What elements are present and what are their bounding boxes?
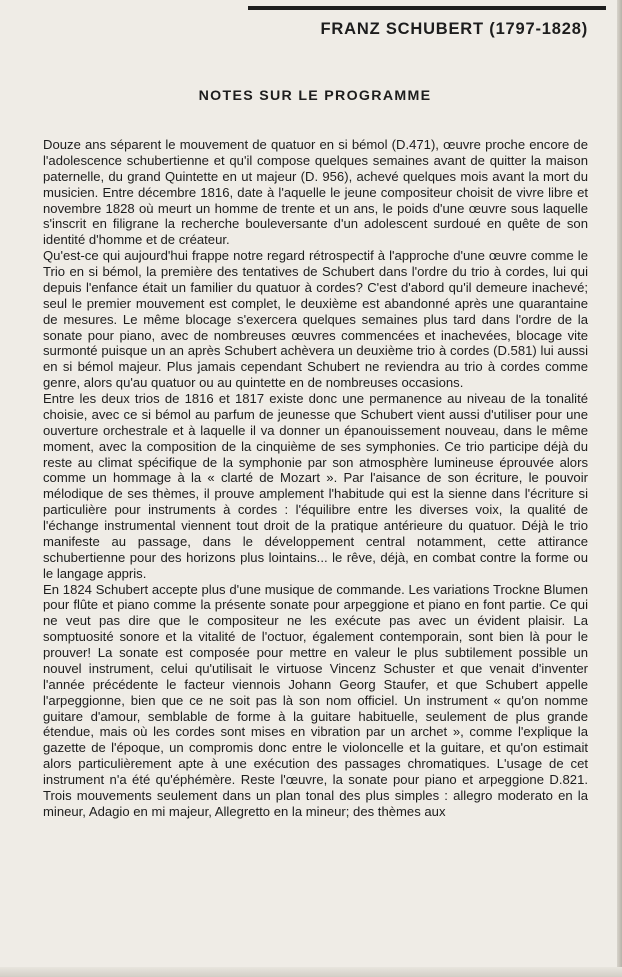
page-edge-right — [617, 0, 622, 977]
page-edge-bottom — [0, 967, 622, 977]
section-heading: NOTES SUR LE PROGRAMME — [198, 88, 432, 104]
composer-heading: FRANZ SCHUBERT (1797-1828) — [320, 20, 588, 38]
paragraph-4: En 1824 Schubert accepte plus d'une musique de commande. Les variations Trockne Blumen pour flûte et piano comme la présente sonate pour arpeggione et piano en font partie. Ce qui ne veut pas dire que le compositeur ne les exécute pas avec un évident plaisir. La somptuosité sonore et la vitalité de l'octuor, également contemporain, sont bien là pour le prouver! La sonate est composée pour mettre en valeur le plus subtilement possible un nouvel instrument, celui qu'utilisait le virtuose Vincenz Schuster et que venait d'inventer l'année précédente le facteur viennois Johann Georg Staufer, et que Schubert appelle l'arpeggionne, bien que ce ne soit pas là son nom officiel. Un instrument « qu'on nomme guitare d'amour, semblable de forme à la guitare habituelle, seulement de plus grande étendue, mais où les cordes sont mises en vibration par un archet », comme l'explique la gazette de l'époque, un compromis donc entre le violoncelle et la guitare, et qu'on estimait alors particulièrement apte à une exécution des passages chromatiques. L'usage de cet instrument n'a été qu'éphémère. Reste l'œuvre, la sonate pour piano et arpeggione D.821. Trois mouvements seulement dans un plan tonal des plus simples : allegro moderato en la mineur, Adagio en mi majeur, Allegretto en la mineur; des thèmes aux — [43, 581, 588, 819]
paragraph-1: Douze ans séparent le mouvement de quatuor en si bémol (D.471), œuvre proche encore de l'adolescence schubertienne et qu'il compose quelques semaines avant de quitter la maison paternelle, du grand Quintette en ut majeur (D. 956), achevé quelques mois avant la mort du musicien. Entre décembre 1816, date à l'aquelle le jeune compositeur choisit de vivre libre et novembre 1828 où meurt un homme de trente et un ans, le poids d'une œuvre sous laquelle s'inscrit en filigrane la recherche bouleversante d'un adolescent surdoué en quête de son identité d'homme et de créateur. — [43, 137, 588, 248]
paragraph-2: Qu'est-ce qui aujourd'hui frappe notre regard rétrospectif à l'approche d'une œuvre comme le Trio en si bémol, la première des tentatives de Schubert dans l'ordre du trio à cordes, lui qui depuis l'enfance était un familier du quatuor à cordes? C'est d'abord qu'il demeure inachevé; seul le premier mouvement est complet, le deuxième est abandonné après une quarantaine de mesures. Le même blocage s'exercera quelques semaines plus tard dans l'ordre de la sonate pour piano, avec de nombreuses œuvres commencées et inachevées, blocage vite surmonté puisque un an après Schubert achèvera un deuxième trio à cordes (D.581) lui aussi en si bémol majeur. Plus jamais cependant Schubert ne reviendra au trio à cordes comme genre, alors qu'au quatuor ou au quintette en de nombreuses occasions. — [43, 248, 588, 391]
paragraph-3: Entre les deux trios de 1816 et 1817 existe donc une permanence au niveau de la tonalité choisie, avec ce si bémol au parfum de jeunesse que Schubert vient aussi d'utiliser pour une ouverture orchestrale et à laquelle il va donner un épanouissement nouveau, dans le même moment, avec la composition de la cinquième de ses symphonies. Ce trio participe déjà du reste au climat spécifique de la symphonie par son atmosphère lumineuse éprouvée alors comme un hommage à la « clarté de Mozart ». Par l'aisance de son écriture, le pouvoir mélodique de ses thèmes, il prouve amplement l'habitude qui est la sienne dans l'écriture si particulière pour instruments à cordes : l'équilibre entre les diverses voix, la qualité de l'échange instrumental viennent tout droit de la pratique antérieure du quatuor. Déjà le trio manifeste au passage, dans le développement central notamment, cette attirance schubertienne pour des horizons plus lointains... le rêve, déjà, en combat contre la forme ou le langage appris. — [43, 391, 588, 581]
header-rule — [248, 6, 606, 10]
program-notes-body — [43, 137, 588, 820]
